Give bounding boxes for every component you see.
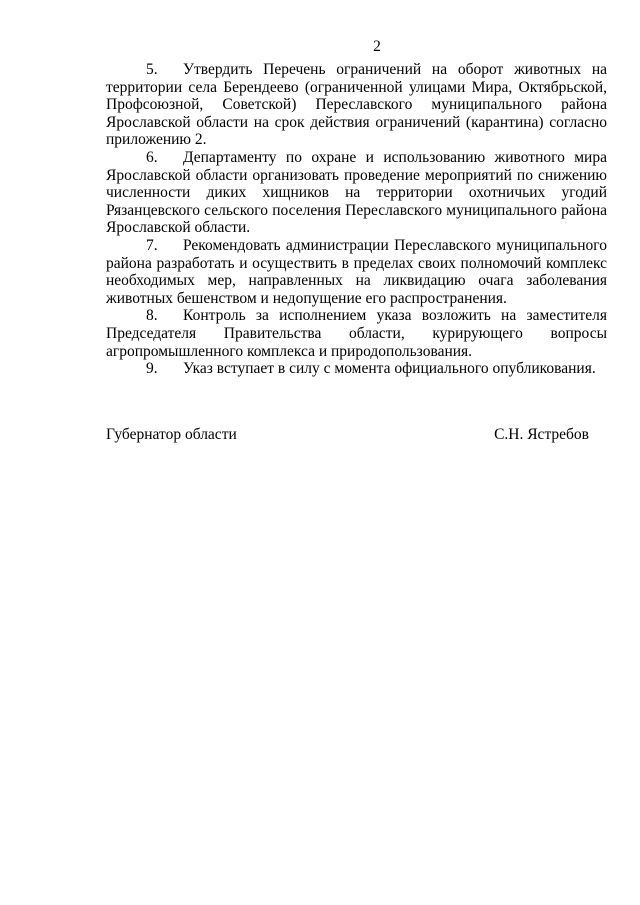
line-text: Председателя Правительства области, курирующего вопросы — [106, 324, 607, 342]
paragraph-7 — [106, 237, 607, 307]
signatory-name: С.Н. Ястребов — [494, 426, 589, 443]
paragraph-line — [106, 61, 607, 79]
line-text: Ярославской области на срок действия ограничений (карантина) согласно — [106, 113, 607, 131]
line-text: необходимых мер, направленных на ликвидацию очага заболевания — [106, 272, 607, 290]
paragraph-line — [106, 184, 607, 202]
paragraph-line — [106, 237, 607, 255]
paragraph-line — [106, 290, 607, 308]
line-text: Рекомендовать администрации Переславского муниципального — [183, 236, 607, 254]
document-body — [106, 61, 607, 378]
paragraph-line — [106, 131, 607, 149]
line-text: приложению 2. — [106, 131, 207, 149]
line-text: Указ вступает в силу с момента официального опубликования. — [183, 360, 596, 378]
line-text: Контроль за исполнением указа возложить на заместителя — [183, 307, 607, 325]
paragraph-line — [106, 79, 607, 97]
paragraph-line — [106, 307, 607, 325]
page-number: 2 — [373, 38, 381, 55]
line-text: Утвердить Перечень ограничений на оборот животных на — [183, 61, 607, 78]
paragraph-number: 9. — [146, 360, 158, 378]
paragraph-5 — [106, 61, 607, 149]
paragraph-line — [106, 360, 607, 378]
paragraph-8 — [106, 307, 607, 360]
line-text: Ярославской области. — [106, 219, 251, 237]
paragraph-number: 5. — [146, 61, 158, 78]
signatory-position: Губернатор области — [106, 426, 237, 443]
paragraph-line — [106, 202, 607, 220]
paragraph-line — [106, 114, 607, 132]
paragraph-line — [106, 255, 607, 273]
signature-block — [106, 426, 589, 444]
paragraph-number: 8. — [146, 307, 158, 325]
line-text: агропромышленного комплекса и природопользования. — [106, 342, 473, 360]
line-text: численности диких хищников на территории охотничьих угодий — [106, 184, 607, 202]
line-text: Департаменту по охране и использованию животного мира — [183, 148, 607, 166]
paragraph-number: 7. — [146, 236, 158, 254]
paragraph-number: 6. — [146, 148, 158, 166]
line-text: животных бешенством и недопущение его распространения. — [106, 289, 507, 307]
paragraph-6 — [106, 149, 607, 237]
paragraph-line — [106, 272, 607, 290]
paragraph-line — [106, 96, 607, 114]
line-text: территории села Берендеево (ограниченной улицами Мира, Октябрьской, — [106, 78, 607, 96]
line-text: Рязанцевского сельского поселения Переславского муниципального района — [106, 201, 607, 219]
paragraph-line — [106, 167, 607, 185]
paragraph-line — [106, 343, 607, 361]
line-text: Ярославской области организовать проведение мероприятий по снижению — [106, 166, 607, 184]
line-text: района разработать и осуществить в пределах своих полномочий комплекс — [106, 254, 607, 272]
paragraph-line — [106, 219, 607, 237]
paragraph-line — [106, 325, 607, 343]
paragraph-line — [106, 149, 607, 167]
paragraph-9 — [106, 360, 607, 378]
line-text: Профсоюзной, Советской) Переславского муниципального района — [106, 96, 607, 114]
